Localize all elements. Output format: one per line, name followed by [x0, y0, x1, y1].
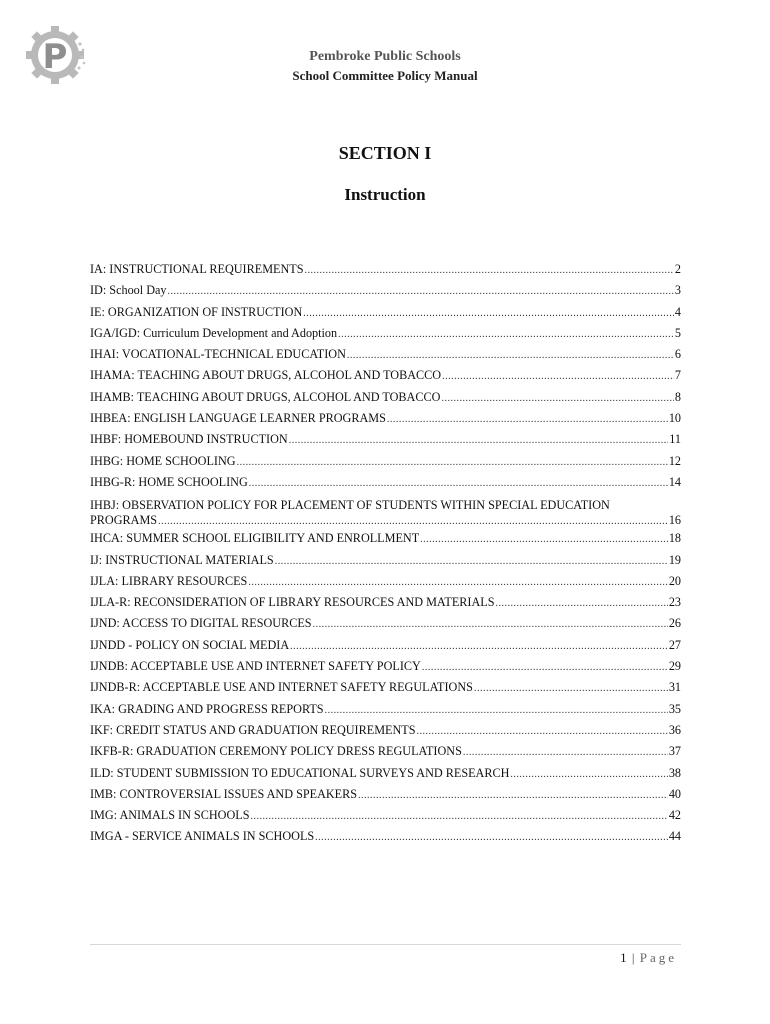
dot-leader: [347, 350, 674, 361]
toc-entry[interactable]: [90, 305, 681, 326]
dot-leader: [510, 769, 667, 780]
toc-page-number: 35: [668, 701, 681, 716]
toc-page-number: 44: [668, 829, 681, 844]
toc-entry-title: ILD: STUDENT SUBMISSION TO EDUCATIONAL SURVEYS AND RESEARCH: [90, 765, 510, 780]
toc-entry-title-continued: PROGRAMS: [90, 513, 158, 528]
toc-page-number: 5: [674, 325, 681, 340]
toc-entry[interactable]: [90, 496, 681, 531]
toc-entry[interactable]: [90, 659, 681, 680]
toc-entry[interactable]: [90, 454, 681, 475]
dot-leader: [248, 577, 667, 588]
dot-leader: [237, 457, 668, 468]
toc-page-number: 40: [668, 786, 681, 801]
table-of-contents: [90, 262, 681, 851]
footer-page-number: 1: [620, 950, 627, 965]
dot-leader: [313, 619, 668, 630]
toc-page-number: 27: [668, 637, 681, 652]
toc-entry-title: IJLA: LIBRARY RESOURCES: [90, 573, 248, 588]
toc-entry-title: IHAMB: TEACHING ABOUT DRUGS, ALCOHOL AND TOBACCO: [90, 389, 441, 404]
dot-leader: [422, 662, 668, 673]
dot-leader: [358, 790, 668, 801]
toc-entry[interactable]: [90, 808, 681, 829]
toc-page-number: 36: [668, 722, 681, 737]
toc-page-number: 7: [674, 368, 681, 383]
toc-page-number: 19: [668, 552, 681, 567]
toc-page-number: 12: [668, 453, 681, 468]
toc-page-number: 26: [668, 616, 681, 631]
toc-entry-title: IKF: CREDIT STATUS AND GRADUATION REQUIREMENTS: [90, 722, 416, 737]
footer-separator: |: [631, 950, 635, 965]
toc-entry[interactable]: [90, 680, 681, 701]
toc-entry[interactable]: [90, 531, 681, 552]
dot-leader: [442, 371, 674, 382]
dot-leader: [275, 556, 668, 567]
section-subtitle: Instruction: [344, 185, 426, 204]
toc-page-number: 20: [668, 573, 681, 588]
toc-entry[interactable]: [90, 638, 681, 659]
toc-entry[interactable]: [90, 432, 681, 453]
toc-entry[interactable]: [90, 766, 681, 787]
dot-leader: [289, 435, 669, 446]
toc-entry-title: IMGA - SERVICE ANIMALS IN SCHOOLS: [90, 829, 315, 844]
toc-entry[interactable]: [90, 553, 681, 574]
dot-leader: [325, 705, 668, 716]
toc-page-number: 23: [668, 595, 681, 610]
dot-leader: [417, 726, 668, 737]
toc-page-number: 16: [668, 513, 681, 528]
toc-entry-title: IMB: CONTROVERSIAL ISSUES AND SPEAKERS: [90, 786, 358, 801]
toc-entry[interactable]: [90, 368, 681, 389]
dot-leader: [387, 414, 668, 425]
toc-page-number: 6: [674, 347, 681, 362]
document-header: [0, 48, 770, 84]
toc-entry-title: ID: School Day: [90, 283, 167, 298]
toc-entry-title: IJNDB-R: ACCEPTABLE USE AND INTERNET SAFETY REGULATIONS: [90, 680, 473, 695]
toc-entry[interactable]: [90, 829, 681, 850]
toc-entry[interactable]: [90, 744, 681, 765]
dot-leader: [158, 514, 668, 529]
toc-page-number: 3: [674, 283, 681, 298]
footer-page-word: Page: [639, 950, 677, 965]
dot-leader: [338, 329, 674, 340]
toc-page-number: 42: [668, 808, 681, 823]
toc-page-number: 31: [668, 680, 681, 695]
page-footer: [0, 950, 677, 966]
dot-leader: [168, 286, 674, 297]
toc-entry[interactable]: [90, 390, 681, 411]
dot-leader: [441, 393, 673, 404]
toc-entry-title: IHCA: SUMMER SCHOOL ELIGIBILITY AND ENROLLMENT: [90, 531, 420, 546]
dot-leader: [303, 308, 674, 319]
organization-name: Pembroke Public Schools: [309, 49, 461, 64]
toc-entry[interactable]: [90, 702, 681, 723]
toc-entry[interactable]: [90, 595, 681, 616]
toc-entry-title: IHAI: VOCATIONAL-TECHNICAL EDUCATION: [90, 347, 346, 362]
toc-entry-title: IJNDD - POLICY ON SOCIAL MEDIA: [90, 637, 290, 652]
toc-entry-title: IHBEA: ENGLISH LANGUAGE LEARNER PROGRAMS: [90, 411, 386, 426]
dot-leader: [463, 747, 668, 758]
toc-page-number: 18: [668, 531, 681, 546]
dot-leader: [249, 478, 668, 489]
toc-entry[interactable]: [90, 574, 681, 595]
dot-leader: [315, 832, 668, 843]
toc-entry-title: IMG: ANIMALS IN SCHOOLS: [90, 808, 250, 823]
toc-entry[interactable]: [90, 787, 681, 808]
toc-page-number: 8: [674, 389, 681, 404]
logo-letter: P: [42, 37, 68, 77]
toc-entry[interactable]: [90, 723, 681, 744]
toc-entry-title: IJNDB: ACCEPTABLE USE AND INTERNET SAFETY POLICY: [90, 659, 421, 674]
dot-leader: [250, 811, 667, 822]
toc-entry[interactable]: [90, 411, 681, 432]
toc-page-number: 29: [668, 659, 681, 674]
toc-entry-title: IE: ORGANIZATION OF INSTRUCTION: [90, 304, 303, 319]
toc-entry[interactable]: [90, 262, 681, 283]
toc-page-number: 38: [668, 765, 681, 780]
dot-leader: [474, 683, 668, 694]
toc-entry[interactable]: [90, 326, 681, 347]
toc-entry-title: IKA: GRADING AND PROGRESS REPORTS: [90, 701, 324, 716]
manual-title: School Committee Policy Manual: [292, 68, 478, 83]
toc-entry-title: IHBG: HOME SCHOOLING: [90, 453, 236, 468]
toc-entry[interactable]: [90, 616, 681, 637]
toc-page-number: 4: [674, 304, 681, 319]
toc-page-number: 37: [668, 744, 681, 759]
toc-page-number: 11: [669, 432, 681, 447]
toc-entry[interactable]: [90, 347, 681, 368]
toc-entry-title: IHBG-R: HOME SCHOOLING: [90, 474, 248, 489]
toc-entry-title: IA: INSTRUCTIONAL REQUIREMENTS: [90, 262, 304, 276]
toc-entry[interactable]: [90, 475, 681, 496]
dot-leader: [305, 265, 674, 276]
toc-entry[interactable]: [90, 283, 681, 304]
toc-entry-title: IHBJ: OBSERVATION POLICY FOR PLACEMENT OF STUDENTS WITHIN SPECIAL EDUCATION: [90, 498, 610, 513]
toc-entry-title: IKFB-R: GRADUATION CEREMONY POLICY DRESS REGULATIONS: [90, 744, 462, 759]
toc-page-number: 2: [674, 262, 681, 276]
dot-leader: [495, 598, 667, 609]
toc-entry-title: IJLA-R: RECONSIDERATION OF LIBRARY RESOURCES AND MATERIALS: [90, 595, 495, 610]
toc-entry-title: IHBF: HOMEBOUND INSTRUCTION: [90, 432, 288, 447]
toc-entry-title: IHAMA: TEACHING ABOUT DRUGS, ALCOHOL AND TOBACCO: [90, 368, 442, 383]
dot-leader: [420, 534, 668, 545]
toc-entry-title: IGA/IGD: Curriculum Development and Adoption: [90, 325, 338, 340]
footer-divider: [90, 944, 681, 945]
toc-entry-title: IJ: INSTRUCTIONAL MATERIALS: [90, 552, 274, 567]
toc-page-number: 14: [668, 474, 681, 489]
toc-page-number: 10: [668, 411, 681, 426]
toc-entry-title: IJND: ACCESS TO DIGITAL RESOURCES: [90, 616, 312, 631]
dot-leader: [290, 641, 668, 652]
section-title: SECTION I: [338, 143, 432, 163]
